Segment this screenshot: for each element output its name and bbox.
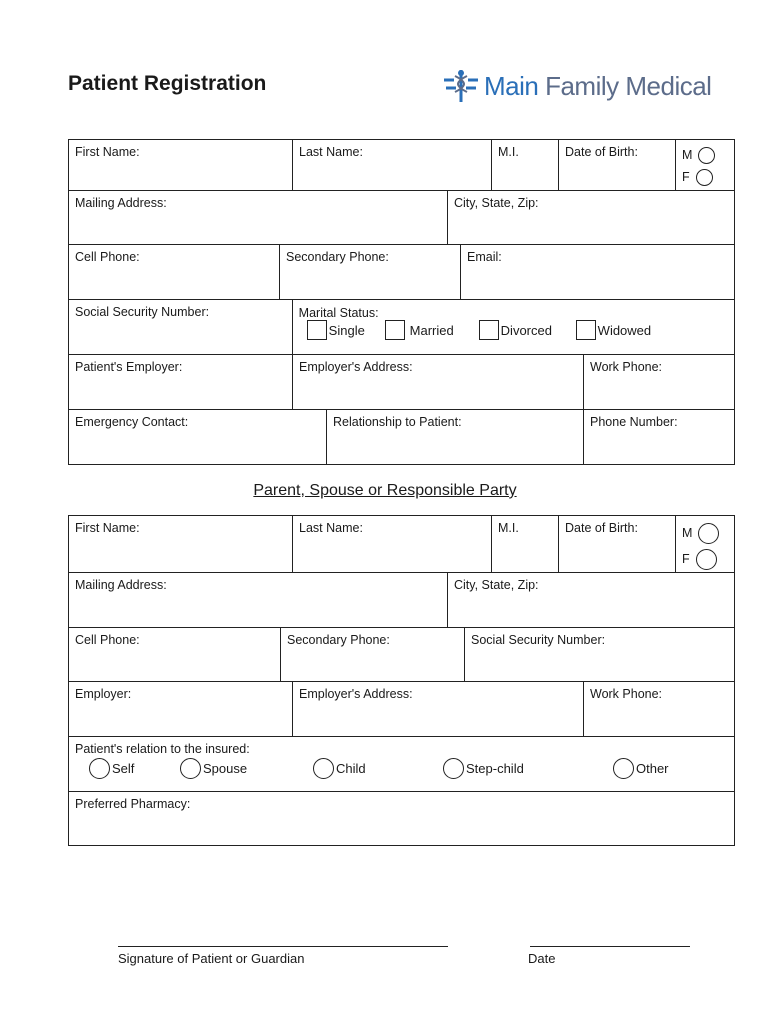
brand-name: Main Family Medical	[484, 70, 712, 101]
cell-phone-label: Cell Phone:	[75, 250, 140, 264]
first-name-field[interactable]	[68, 139, 293, 191]
party-male-label: M	[682, 526, 693, 540]
child-radio[interactable]	[313, 758, 334, 779]
phone-number-field[interactable]	[583, 409, 735, 465]
mi-label: M.I.	[498, 145, 519, 159]
relation-group	[68, 736, 735, 792]
single-checkbox[interactable]	[307, 320, 327, 340]
patient-name-row	[68, 140, 735, 192]
party-cell-phone-label: Cell Phone:	[75, 633, 140, 647]
sex-selector	[675, 139, 735, 191]
city-state-zip-field[interactable]	[447, 190, 735, 245]
divorced-checkbox[interactable]	[479, 320, 499, 340]
ssn-field[interactable]	[68, 299, 293, 355]
party-last-name-field[interactable]	[292, 515, 492, 573]
party-ssn-label: Social Security Number:	[471, 633, 606, 647]
pharmacy-field[interactable]	[68, 791, 735, 846]
marital-status-label: Marital Status:	[298, 306, 379, 320]
party-ssn-field[interactable]	[464, 627, 735, 682]
dob-field[interactable]	[558, 139, 676, 191]
widowed-label: Widowed	[597, 322, 652, 338]
mailing-address-label: Mailing Address:	[75, 196, 167, 210]
spouse-radio[interactable]	[180, 758, 201, 779]
city-state-zip-label: City, State, Zip:	[454, 196, 539, 210]
single-label: Single	[328, 322, 365, 338]
male-label: M	[682, 148, 693, 162]
page-title: Patient Registration	[68, 72, 267, 95]
party-city-state-zip-label: City, State, Zip:	[454, 578, 539, 592]
self-radio[interactable]	[89, 758, 110, 779]
signature-label: Signature of Patient or Guardian	[118, 951, 305, 966]
patient-phone-row	[68, 245, 735, 301]
patient-ssn-row	[68, 300, 735, 356]
email-label: Email:	[467, 250, 502, 264]
party-sex-selector	[675, 515, 735, 573]
patient-address-row	[68, 191, 735, 246]
phone-number-label: Phone Number:	[590, 415, 678, 429]
party-dob-field[interactable]	[558, 515, 676, 573]
party-first-name-label: First Name:	[75, 521, 140, 535]
party-work-phone-label: Work Phone:	[590, 687, 663, 701]
relation-label: Patient's relation to the insured:	[75, 742, 250, 756]
party-address-row	[68, 573, 735, 629]
step-child-label: Step-child	[466, 761, 524, 776]
relationship-field[interactable]	[326, 409, 584, 465]
employer-address-field[interactable]	[292, 354, 584, 410]
date-label: Date	[528, 951, 556, 966]
party-city-state-zip-field[interactable]	[447, 572, 735, 628]
work-phone-field[interactable]	[583, 354, 735, 410]
married-label: Married	[409, 322, 454, 338]
pharmacy-label: Preferred Pharmacy:	[75, 797, 191, 811]
relationship-label: Relationship to Patient:	[333, 415, 462, 429]
party-secondary-phone-field[interactable]	[280, 627, 465, 682]
brand-logo	[440, 68, 711, 104]
party-employer-field[interactable]	[68, 681, 293, 737]
divorced-label: Divorced	[500, 322, 552, 338]
secondary-phone-label: Secondary Phone:	[286, 250, 389, 264]
relation-row	[68, 737, 735, 793]
email-field[interactable]	[460, 244, 735, 300]
party-employer-address-label: Employer's Address:	[299, 687, 413, 701]
other-label: Other	[636, 761, 669, 776]
mi-field[interactable]	[491, 139, 559, 191]
first-name-label: First Name:	[75, 145, 140, 159]
party-secondary-phone-label: Secondary Phone:	[287, 633, 390, 647]
party-work-phone-field[interactable]	[583, 681, 735, 737]
date-line[interactable]	[530, 946, 690, 947]
party-mi-field[interactable]	[491, 515, 559, 573]
party-female-radio[interactable]	[696, 549, 717, 570]
widowed-checkbox[interactable]	[576, 320, 596, 340]
party-first-name-field[interactable]	[68, 515, 293, 573]
child-label: Child	[336, 761, 366, 776]
caduceus-icon	[440, 68, 482, 104]
dob-label: Date of Birth:	[565, 145, 638, 159]
male-radio[interactable]	[698, 147, 715, 164]
party-dob-label: Date of Birth:	[565, 521, 638, 535]
step-child-radio[interactable]	[443, 758, 464, 779]
pharmacy-row	[68, 792, 735, 847]
party-cell-phone-field[interactable]	[68, 627, 281, 682]
work-phone-label: Work Phone:	[590, 360, 663, 374]
female-radio[interactable]	[696, 169, 713, 186]
party-mi-label: M.I.	[498, 521, 519, 535]
party-mailing-address-label: Mailing Address:	[75, 578, 167, 592]
cell-phone-field[interactable]	[68, 244, 280, 300]
marital-status-group	[292, 299, 735, 355]
patient-employer-row	[68, 355, 735, 411]
party-name-row	[68, 516, 735, 574]
mailing-address-field[interactable]	[68, 190, 448, 245]
last-name-label: Last Name:	[299, 145, 363, 159]
married-checkbox[interactable]	[385, 320, 405, 340]
secondary-phone-field[interactable]	[279, 244, 461, 300]
party-employer-label: Employer:	[75, 687, 132, 701]
party-last-name-label: Last Name:	[299, 521, 363, 535]
last-name-field[interactable]	[292, 139, 492, 191]
party-employer-address-field[interactable]	[292, 681, 584, 737]
party-male-radio[interactable]	[698, 523, 719, 544]
employer-field[interactable]	[68, 354, 293, 410]
spouse-label: Spouse	[203, 761, 248, 776]
other-radio[interactable]	[613, 758, 634, 779]
signature-line[interactable]	[118, 946, 448, 947]
female-label: F	[682, 170, 690, 184]
emergency-contact-label: Emergency Contact:	[75, 415, 189, 429]
employer-address-label: Employer's Address:	[299, 360, 413, 374]
party-phone-row	[68, 628, 735, 683]
employer-label: Patient's Employer:	[75, 360, 183, 374]
section-heading: Parent, Spouse or Responsible Party	[253, 482, 517, 499]
emergency-row	[68, 410, 735, 466]
party-mailing-address-field[interactable]	[68, 572, 448, 628]
emergency-contact-field[interactable]	[68, 409, 327, 465]
ssn-label: Social Security Number:	[75, 305, 210, 319]
party-employer-row	[68, 682, 735, 738]
party-female-label: F	[682, 552, 690, 566]
self-label: Self	[112, 761, 135, 776]
